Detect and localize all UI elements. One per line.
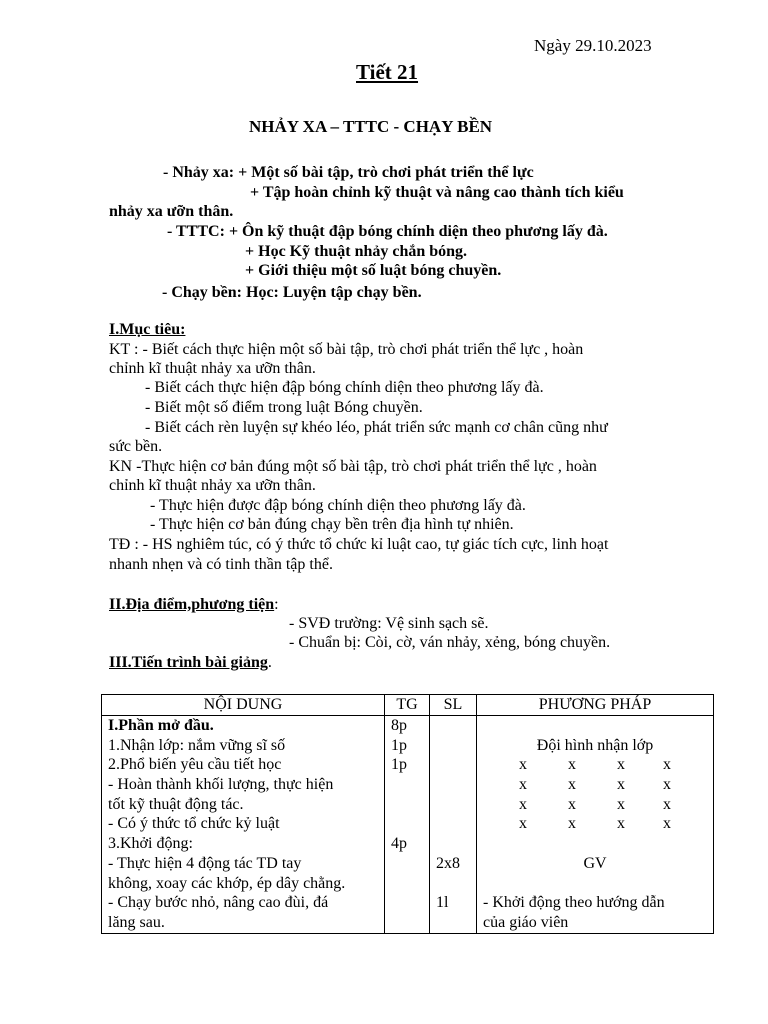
date-line: Ngày 29.10.2023 — [534, 36, 652, 55]
col-header-quantity: SL — [430, 695, 477, 716]
student-mark: x — [663, 815, 671, 833]
student-mark: x — [568, 815, 576, 833]
lesson-plan-table — [101, 694, 714, 934]
quantity-value — [436, 775, 476, 795]
content-line: lăng sau. — [108, 913, 165, 931]
objective-line: nhanh nhẹn và có tinh thần tập thể. — [109, 556, 333, 573]
col-header-method: PHƯƠNG PHÁP — [477, 695, 714, 716]
content-line: I.Phần mở đầu. — [108, 717, 214, 734]
quantity-value — [436, 795, 476, 815]
student-mark: x — [519, 795, 527, 813]
time-value — [391, 874, 429, 894]
content-line: - Chạy bước nhỏ, nâng cao đùi, đá — [108, 894, 329, 912]
time-value — [391, 795, 429, 815]
quantity-value — [436, 736, 476, 756]
objective-line: KT : - Biết cách thực hiện một số bài tập, trò chơi phát triển thể lực , hoàn — [109, 341, 584, 358]
time-value: 1p — [391, 736, 407, 754]
student-mark: x — [568, 776, 576, 794]
student-mark: x — [663, 776, 671, 794]
student-mark: x — [519, 815, 527, 833]
quantity-value — [436, 716, 476, 736]
time-value: 1p — [391, 756, 407, 774]
objective-line: - Biết cách rèn luyện sự khéo léo, phát triển sức mạnh cơ chân cũng như — [145, 419, 608, 436]
content-line: 1.Nhận lớp: nắm vững sĩ số — [108, 736, 286, 754]
objective-line: - Thực hiện được đập bóng chính diện theo phương lấy đà. — [150, 497, 526, 514]
content-line: không, xoay các khớp, ép dây chằng. — [108, 874, 346, 892]
student-mark: x — [663, 756, 671, 774]
overview-line: + Học Kỹ thuật nhảy chắn bóng. — [245, 243, 468, 260]
overview-line: - Chạy bền: Học: Luyện tập chạy bền. — [162, 284, 422, 301]
quantity-value — [436, 874, 476, 894]
method-cell — [477, 716, 714, 934]
objective-line: TĐ : - HS nghiêm túc, có ý thức tổ chức kỉ luật cao, tự giác tích cực, linh hoạt — [109, 536, 609, 553]
section-heading-progress-suffix: . — [267, 654, 272, 671]
section-heading-objectives: I.Mục tiêu: — [109, 321, 186, 338]
student-mark: x — [519, 776, 527, 794]
section-heading-venue-text: II.Địa điểm,phương tiện — [109, 596, 275, 613]
quantity-value: 2x8 — [436, 854, 460, 872]
student-mark: x — [663, 795, 671, 813]
quantity-value: 1l — [436, 894, 449, 912]
time-value: 4p — [391, 835, 407, 853]
student-mark: x — [568, 756, 576, 774]
overview-line: + Tập hoàn chỉnh kỹ thuật và nâng cao thành tích kiểu — [250, 184, 624, 201]
method-blank-line — [477, 874, 713, 894]
content-line: - Hoàn thành khối lượng, thực hiện — [108, 776, 334, 794]
objective-line: - Biết cách thực hiện đập bóng chính diện theo phương lấy đà. — [145, 379, 544, 396]
quantity-value — [436, 755, 476, 775]
formation-row — [477, 775, 713, 795]
table-row — [102, 716, 714, 934]
content-line: 2.Phổ biến yêu cầu tiết học — [108, 756, 282, 774]
method-blank-line — [477, 834, 713, 854]
content-line: 3.Khởi động: — [108, 835, 193, 853]
objective-line: sức bền. — [109, 438, 163, 455]
quantity-value — [436, 814, 476, 834]
lesson-subtitle: NHẢY XA – TTTC - CHẠY BỀN — [249, 117, 493, 136]
section-heading-venue-suffix: : — [274, 596, 279, 613]
student-mark: x — [568, 795, 576, 813]
col-header-time: TG — [385, 695, 430, 716]
time-value — [391, 814, 429, 834]
overview-line: + Giới thiệu một số luật bóng chuyền. — [245, 262, 502, 279]
teacher-label: GV — [583, 854, 607, 872]
student-mark: x — [617, 795, 625, 813]
col-header-content: NỘI DUNG — [102, 695, 385, 716]
objective-line: KN -Thực hiện cơ bản đúng một số bài tập, trò chơi phát triển thể lực , hoàn — [109, 458, 597, 475]
formation-row — [477, 755, 713, 775]
content-line: - Thực hiện 4 động tác TD tay — [108, 854, 302, 872]
objective-line: - Thực hiện cơ bản đúng chạy bền trên địa hình tự nhiên. — [150, 516, 514, 533]
student-mark: x — [617, 776, 625, 794]
table-header-row — [102, 695, 714, 716]
objective-line: chỉnh kĩ thuật nhảy xa ưỡn thân. — [109, 360, 316, 377]
overview-line: - TTTC: + Ôn kỹ thuật đập bóng chính diện theo phương lấy đà. — [167, 223, 608, 240]
formation-title: Đội hình nhận lớp — [536, 736, 654, 754]
venue-line: - Chuẩn bị: Còi, cờ, ván nhảy, xẻng, bóng chuyền. — [289, 634, 611, 651]
objective-line: chỉnh kĩ thuật nhảy xa ưỡn thân. — [109, 477, 316, 494]
time-value: 8p — [391, 717, 407, 734]
time-value — [391, 775, 429, 795]
section-heading-progress-text: III.Tiến trình bài giảng — [109, 654, 268, 671]
student-mark: x — [617, 815, 625, 833]
time-cell — [385, 716, 430, 934]
content-line: tốt kỹ thuật động tác. — [108, 795, 244, 813]
quantity-value — [436, 913, 476, 933]
method-blank-line — [477, 716, 713, 736]
overview-line: - Nhảy xa: + Một số bài tập, trò chơi phát triển thể lực — [163, 164, 534, 181]
warmup-note: của giáo viên — [483, 913, 569, 931]
warmup-note: - Khởi động theo hướng dẫn — [483, 894, 665, 912]
overview-line: nhảy xa ưỡn thân. — [109, 203, 234, 220]
formation-row — [477, 814, 713, 834]
lesson-title: Tiết 21 — [356, 60, 419, 84]
student-mark: x — [617, 756, 625, 774]
section-heading-venue — [109, 595, 279, 615]
time-value — [391, 893, 429, 913]
student-mark: x — [519, 756, 527, 774]
quantity-value — [436, 834, 476, 854]
quantity-cell — [430, 716, 477, 934]
time-value — [391, 854, 429, 874]
objective-line: - Biết một số điểm trong luật Bóng chuyền. — [145, 399, 423, 416]
venue-line: - SVĐ trường: Vệ sinh sạch sẽ. — [289, 615, 489, 632]
section-heading-progress — [109, 653, 272, 673]
formation-row — [477, 795, 713, 815]
time-value — [391, 913, 429, 933]
content-cell — [102, 716, 385, 934]
content-line: - Có ý thức tổ chức kỷ luật — [108, 815, 280, 833]
